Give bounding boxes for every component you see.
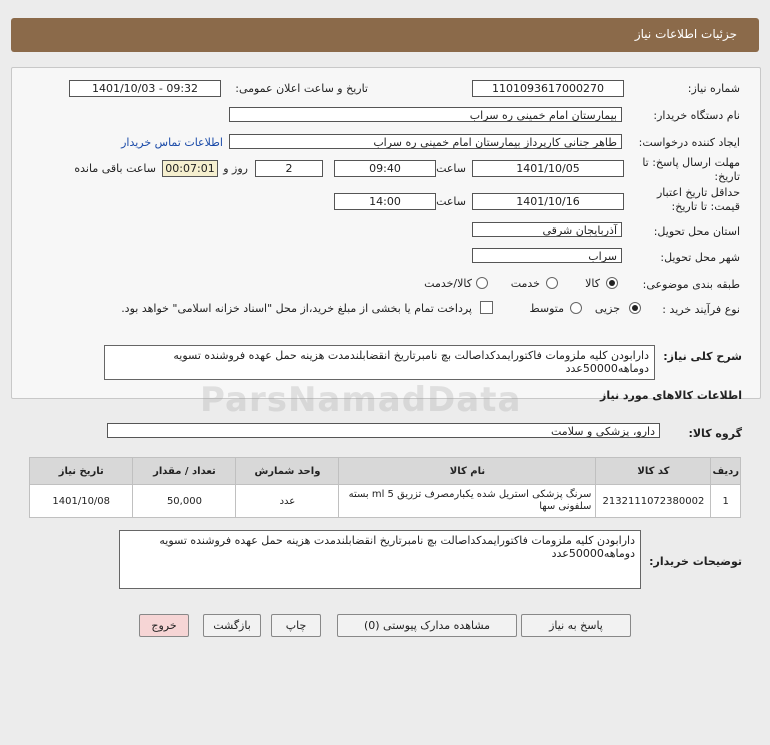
purchase-radio-minor[interactable]: [629, 302, 641, 314]
announce-field[interactable]: [69, 80, 221, 97]
category-radio-goods[interactable]: [606, 277, 618, 289]
need-number-label: شماره نیاز:: [687, 82, 740, 95]
category-option-service: خدمت: [510, 277, 540, 290]
goods-group-label: گروه کالا:: [688, 427, 742, 440]
cell-code: 2132111072380002: [596, 485, 711, 518]
col-code: کد کالا: [596, 458, 711, 485]
deadline-time-label: ساعت: [436, 162, 466, 175]
table-row: [30, 485, 741, 518]
buyer-notes-text: دارابودن کلیه ملزومات فاکتورایمدکداصالت بچ نامبرتاریخ انقضابلندمدت هزینه حمل عهده فروشنده تسویه دوماهه50000عدد: [119, 530, 641, 589]
back-button[interactable]: بازگشت: [203, 614, 261, 637]
creator-label: ایجاد کننده درخواست:: [638, 136, 740, 149]
goods-section-title: اطلاعات کالاهای مورد نیاز: [600, 389, 742, 402]
col-row: ردیف: [711, 458, 741, 485]
treasury-payment-note: پرداخت تمام یا بخشی از مبلغ خرید،از محل "اسناد خزانه اسلامی" خواهد بود.: [121, 302, 472, 315]
days-label: روز و: [223, 162, 248, 175]
cell-qty: 50,000: [133, 485, 236, 518]
purchase-option-medium: متوسط: [529, 302, 564, 315]
col-name: نام کالا: [339, 458, 596, 485]
col-unit: واحد شمارش: [236, 458, 339, 485]
items-table: [29, 457, 741, 518]
days-field[interactable]: 2: [255, 160, 323, 177]
category-radio-both[interactable]: [476, 277, 488, 289]
buyer-org-field[interactable]: بیمارستان امام خمینی ره سراب: [229, 107, 622, 122]
province-field[interactable]: آذربایجان شرقی: [472, 222, 622, 237]
attachments-button[interactable]: مشاهده مدارک پیوستی (0): [337, 614, 517, 637]
category-label: طبقه بندی موضوعی:: [642, 278, 740, 291]
need-number-field[interactable]: 1101093617000270: [472, 80, 624, 97]
goods-group-field[interactable]: دارو، پزشکی و سلامت: [107, 423, 660, 438]
cell-name: سرنگ پزشکی استریل شده یکبارمصرف تزریق ml 5 بسته سلفونی سها: [339, 485, 596, 518]
exit-button[interactable]: خروج: [139, 614, 189, 637]
category-option-both: کالا/خدمت: [424, 277, 472, 290]
city-field[interactable]: سراب: [472, 248, 622, 263]
validity-time-label: ساعت: [436, 195, 466, 208]
watermark: ParsNamadData: [200, 380, 522, 420]
page-header: [11, 18, 759, 52]
treasury-payment-checkbox[interactable]: [480, 301, 493, 314]
buyer-notes-label: توضیحات خریدار:: [649, 555, 742, 568]
category-option-goods: کالا: [585, 277, 600, 290]
purchase-option-minor: جزیی: [594, 302, 620, 315]
city-label: شهر محل تحویل:: [660, 251, 740, 264]
purchase-type-label: نوع فرآیند خرید :: [662, 303, 740, 316]
creator-field[interactable]: طاهر جنانی کارپرداز بیمارستان امام خمینی ره سراب: [229, 134, 622, 149]
announce-label: تاریخ و ساعت اعلان عمومی:: [235, 82, 368, 95]
remaining-time-field: 00:07:01: [162, 160, 218, 177]
contact-buyer-link[interactable]: اطلاعات تماس خریدار: [121, 136, 223, 149]
reply-button[interactable]: پاسخ به نیاز: [521, 614, 631, 637]
validity-time-field[interactable]: 14:00: [334, 193, 436, 210]
remaining-label: ساعت باقی مانده: [74, 162, 156, 175]
description-text: دارابودن کلیه ملزومات فاکتورایمدکداصالت بچ نامبرتاریخ انقضابلندمدت هزینه حمل عهده فروشنده تسویه دوماهه50000عدد: [104, 345, 655, 380]
validity-label: حداقل تاریخ اعتبار قیمت: تا تاریخ:: [656, 186, 740, 213]
purchase-radio-medium[interactable]: [570, 302, 582, 314]
table-header-row: [30, 458, 741, 485]
page-title: جزئیات اطلاعات نیاز: [634, 27, 737, 41]
deadline-date-field[interactable]: 1401/10/05: [472, 160, 624, 177]
deadline-time-field[interactable]: 09:40: [334, 160, 436, 177]
buyer-org-label: نام دستگاه خریدار:: [653, 109, 740, 122]
cell-unit: عدد: [236, 485, 339, 518]
deadline-label: مهلت ارسال پاسخ: تا تاریخ:: [642, 156, 740, 183]
cell-date: 1401/10/08: [30, 485, 133, 518]
cell-row: 1: [711, 485, 741, 518]
validity-date-field[interactable]: 1401/10/16: [472, 193, 624, 210]
category-radio-service[interactable]: [546, 277, 558, 289]
col-date: تاریخ نیاز: [30, 458, 133, 485]
announce-value: 1401/10/03 - 09:32: [91, 82, 199, 95]
print-button[interactable]: چاپ: [271, 614, 321, 637]
province-label: استان محل تحویل:: [653, 225, 740, 238]
description-label: شرح کلی نیاز:: [663, 350, 742, 363]
col-qty: تعداد / مقدار: [133, 458, 236, 485]
